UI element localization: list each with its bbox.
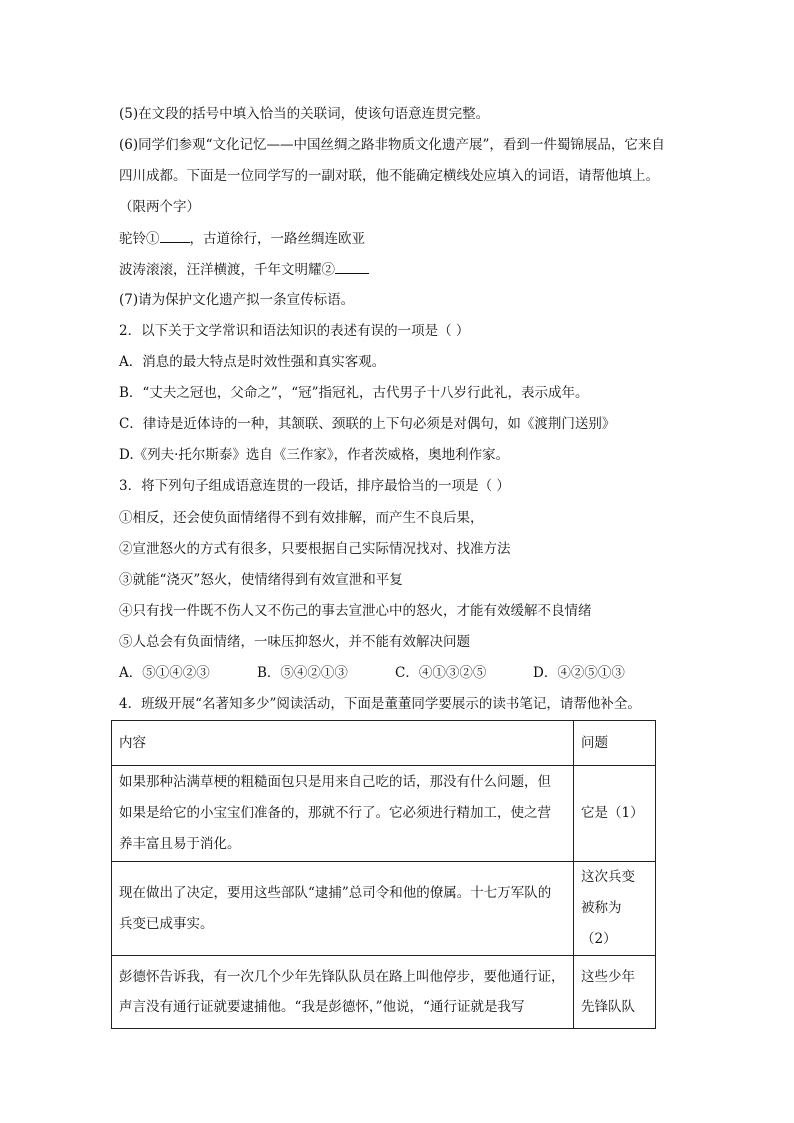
reading-notes-table — [111, 720, 656, 1029]
row-2-content: 现在做出了决定，要用这些部队“逮捕”总司令和他的僚属。十七万军队的 兵变已成事实。 — [112, 862, 574, 956]
q3-sentence-2: ②宣泄怒火的方式有很多，只要根据自己实际情况找对、找准方法 — [119, 541, 511, 557]
q2-stem: 2．以下关于文学常识和语法知识的表述有误的一项是（ ） — [119, 323, 470, 339]
table-header-row — [112, 721, 656, 766]
row-3-question[interactable]: 这些少年 先锋队队 — [574, 956, 656, 1029]
row-1-question[interactable]: 它是（1） — [574, 766, 656, 862]
blank-1[interactable] — [160, 228, 190, 243]
couplet-line-2 — [119, 259, 369, 280]
couplet-2-prefix: 波涛滚滚，汪洋横渡，千年文明耀② — [119, 262, 335, 278]
q3-option-d: D．④②⑤①③ — [533, 665, 625, 681]
q3-option-c: C．④①③②⑤ — [395, 665, 487, 681]
q3-options — [119, 663, 625, 683]
q3-sentence-3: ③就能“浇灭”怒火，使情绪得到有效宣泄和平复 — [119, 572, 403, 588]
q1-item-7: (7)请为保护文化遗产拟一条宣传标语。 — [119, 292, 355, 308]
q3-stem: 3．将下列句子组成语意连贯的一段话，排序最恰当的一项是（ ） — [119, 478, 510, 494]
header-content: 内容 — [112, 721, 574, 766]
row-1-content: 如果那种沾满草梗的粗糙面包只是用来自己吃的话，那没有什么问题，但 如果是给它的小宝宝们准备的，那就不行了。它必须进行精加工，使之营 养丰富且易于消化。 — [112, 766, 574, 862]
header-question: 问题 — [574, 721, 656, 766]
blank-2[interactable] — [335, 259, 369, 274]
q1-item-6-line3: （限两个字） — [119, 199, 200, 215]
table-row — [112, 956, 656, 1029]
q2-option-c: C．律诗是近体诗的一种，其颔联、颈联的上下句必须是对偶句，如《渡荆门送别》 — [119, 416, 616, 432]
q1-item-6-line1: (6)同学们参观“文化记忆——中国丝绸之路非物质文化遗产展”，看到一件蜀锦展品，它来自 — [119, 137, 665, 153]
row-3-content: 彭德怀告诉我，有一次几个少年先锋队队员在路上叫他停步，要他通行证， 声言没有通行证就要逮捕他。“我是彭德怀，”他说，“通行证就是我写 — [112, 956, 574, 1029]
q1-item-6-line2: 四川成都。下面是一位同学写的一副对联，他不能确定横线处应填入的词语，请帮他填上。 — [119, 168, 659, 184]
q2-option-d: D.《列夫·托尔斯泰》选自《三作家》，作者茨威格，奥地利作家。 — [119, 447, 510, 463]
q3-sentence-5: ⑤人总会有负面情绪，一味压抑怒火，并不能有效解决问题 — [119, 634, 470, 650]
row-2-question[interactable]: 这次兵变 被称为（2） — [574, 862, 656, 956]
q2-option-b: B．“丈夫之冠也，父命之”，“冠”指冠礼，古代男子十八岁行此礼，表示成年。 — [119, 385, 589, 401]
q3-sentence-4: ④只有找一件既不伤人又不伤己的事去宣泄心中的怒火，才能有效缓解不良情绪 — [119, 603, 592, 619]
couplet-1-prefix: 驼铃① — [119, 231, 160, 247]
q4-stem: 4．班级开展“名著知多少”阅读活动，下面是董董同学要展示的读书笔记，请帮他补全。 — [119, 696, 641, 712]
q3-sentence-1: ①相反，还会使负面情绪得不到有效排解，而产生不良后果， — [119, 510, 484, 526]
couplet-line-1 — [119, 228, 365, 249]
q3-option-a: A．⑤①④②③ — [119, 665, 210, 681]
couplet-1-suffix: ，古道徐行，一路丝绸连欧亚 — [189, 231, 365, 247]
q2-option-a: A．消息的最大特点是时效性强和真实客观。 — [119, 354, 386, 370]
q3-option-b: B．⑤④②①③ — [257, 665, 348, 681]
table-row — [112, 862, 656, 956]
q1-item-5: (5)在文段的括号中填入恰当的关联词，使该句语意连贯完整。 — [119, 106, 490, 122]
table-row — [112, 766, 656, 862]
